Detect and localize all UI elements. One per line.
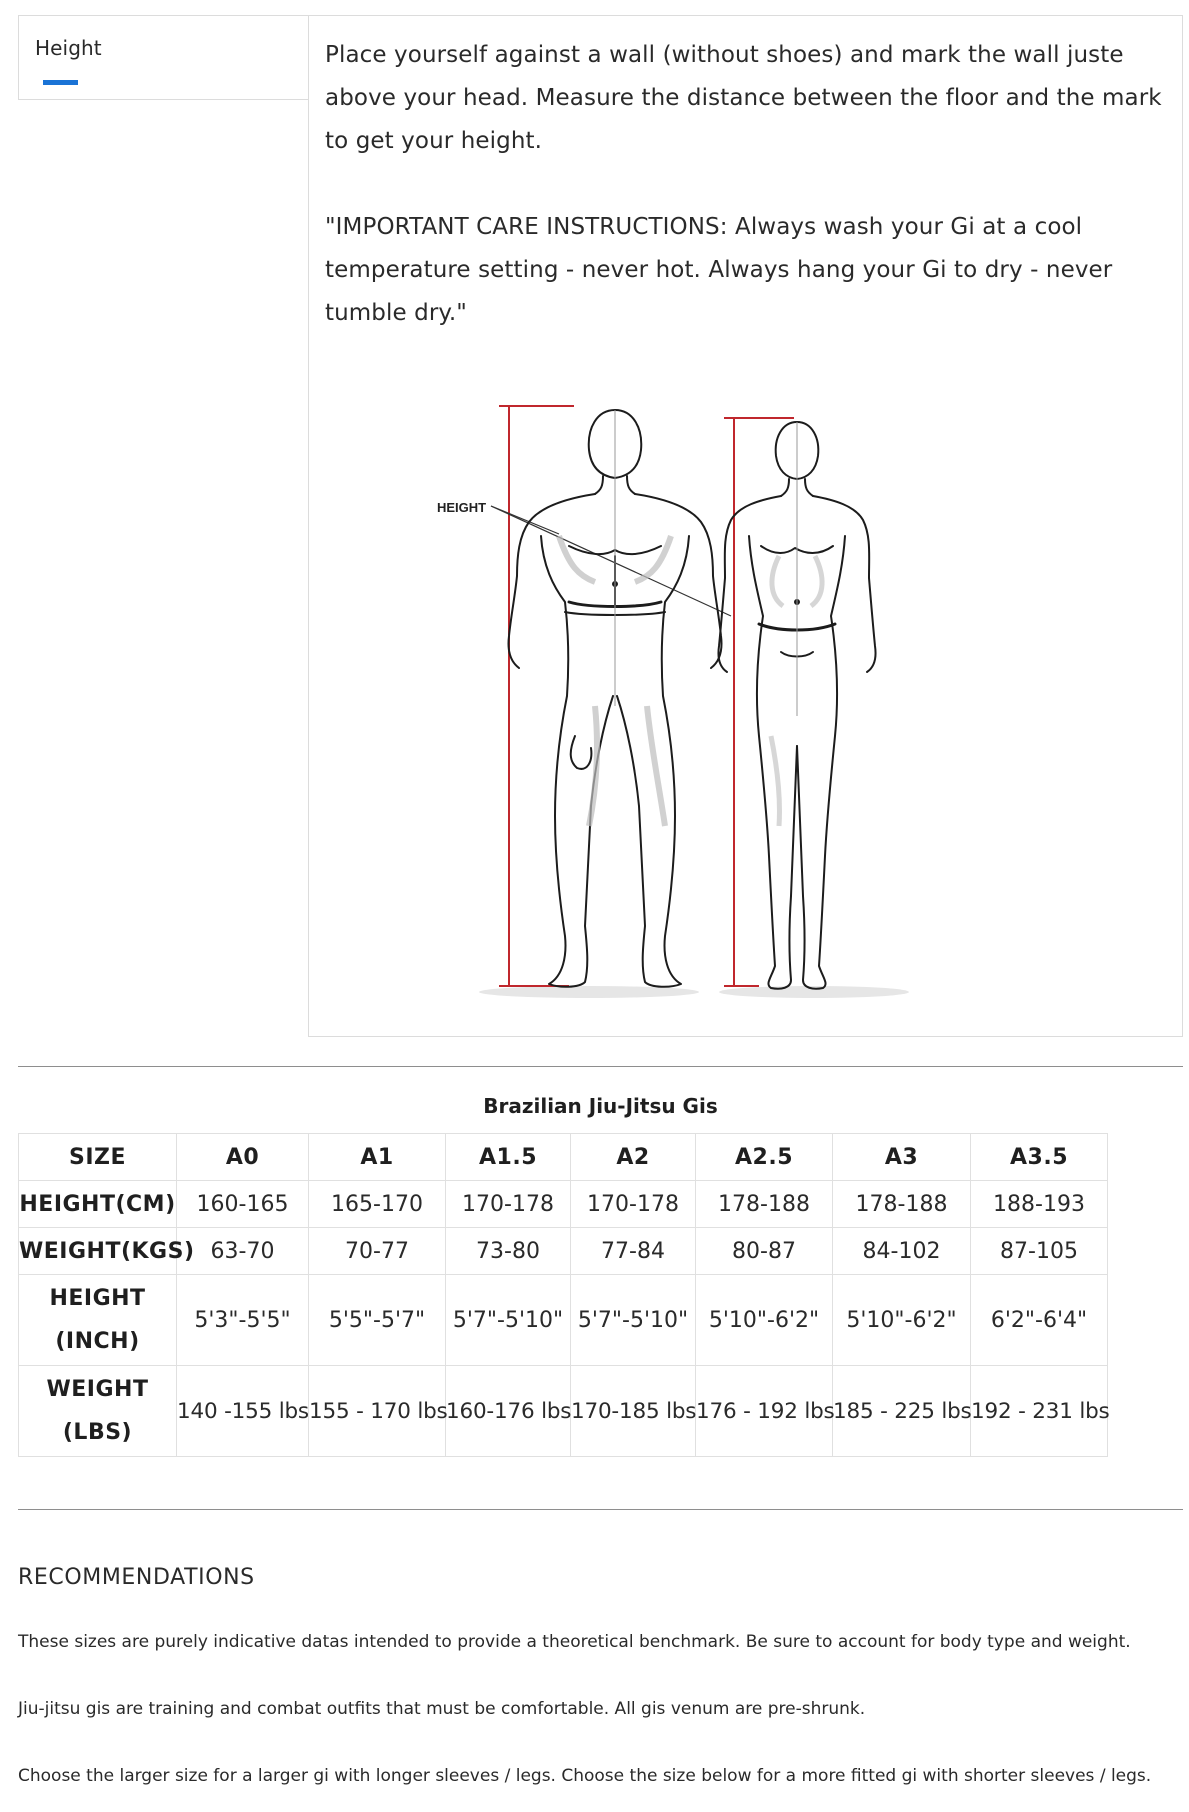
col-header-a2: A2 bbox=[571, 1134, 696, 1181]
measure-lines bbox=[499, 406, 794, 986]
col-header-a1: A1 bbox=[309, 1134, 446, 1181]
height-instructions: Place yourself against a wall (without shoes) and mark the wall juste above your head. Measure the distance between the floor and the mark to get your height. bbox=[325, 42, 1162, 154]
tab-active-indicator bbox=[43, 80, 78, 85]
table-cell: 170-178 bbox=[446, 1181, 571, 1228]
table-row bbox=[19, 1228, 1108, 1275]
table-cell: 5'7"-5'10" bbox=[571, 1275, 696, 1366]
row-label-weight-lbs: WEIGHT (LBS) bbox=[19, 1366, 177, 1457]
height-measure-illustration bbox=[419, 406, 949, 1006]
table-cell: 87-105 bbox=[971, 1228, 1108, 1275]
col-header-a0: A0 bbox=[177, 1134, 309, 1181]
size-table-title: Brazilian Jiu-Jitsu Gis bbox=[483, 1094, 718, 1118]
table-cell: 140 -155 lbs bbox=[177, 1366, 309, 1457]
table-cell: 178-188 bbox=[833, 1181, 971, 1228]
table-cell: 160-176 lbs bbox=[446, 1366, 571, 1457]
table-cell: 5'7"-5'10" bbox=[446, 1275, 571, 1366]
table-cell: 176 - 192 lbs bbox=[696, 1366, 833, 1457]
row-label-height-cm: HEIGHT(CM) bbox=[19, 1181, 177, 1228]
table-cell: 5'10"-6'2" bbox=[833, 1275, 971, 1366]
tab-panel-height bbox=[308, 15, 1183, 1037]
table-cell: 70-77 bbox=[309, 1228, 446, 1275]
table-cell: 160-165 bbox=[177, 1181, 309, 1228]
tab-height[interactable] bbox=[19, 16, 309, 99]
tab-nav bbox=[18, 15, 309, 100]
col-header-a1-5: A1.5 bbox=[446, 1134, 571, 1181]
table-cell: 77-84 bbox=[571, 1228, 696, 1275]
table-cell: 165-170 bbox=[309, 1181, 446, 1228]
tab-height-label: Height bbox=[35, 36, 102, 60]
table-cell: 80-87 bbox=[696, 1228, 833, 1275]
col-header-a3-5: A3.5 bbox=[971, 1134, 1108, 1181]
table-header-row bbox=[19, 1134, 1108, 1181]
table-cell: 178-188 bbox=[696, 1181, 833, 1228]
table-cell: 192 - 231 lbs bbox=[971, 1366, 1108, 1457]
table-cell: 6'2"-6'4" bbox=[971, 1275, 1108, 1366]
table-cell: 170-185 lbs bbox=[571, 1366, 696, 1457]
col-header-a2-5: A2.5 bbox=[696, 1134, 833, 1181]
table-cell: 188-193 bbox=[971, 1181, 1108, 1228]
col-header-a3: A3 bbox=[833, 1134, 971, 1181]
table-row bbox=[19, 1181, 1108, 1228]
height-callout-label: HEIGHT bbox=[437, 500, 487, 515]
table-cell: 84-102 bbox=[833, 1228, 971, 1275]
table-cell: 155 - 170 lbs bbox=[309, 1366, 446, 1457]
recommendations-heading: RECOMMENDATIONS bbox=[18, 1565, 255, 1590]
col-header-size: SIZE bbox=[19, 1134, 177, 1181]
recommendation-text: Jiu-jitsu gis are training and combat outfits that must be comfortable. All gis venum are pre-shrunk. bbox=[18, 1699, 866, 1719]
table-cell: 5'5"-5'7" bbox=[309, 1275, 446, 1366]
recommendation-text: These sizes are purely indicative datas intended to provide a theoretical benchmark. Be sure to account for body type and weight. bbox=[18, 1632, 1131, 1652]
row-label-height-inch: HEIGHT (INCH) bbox=[19, 1275, 177, 1366]
table-cell: 5'10"-6'2" bbox=[696, 1275, 833, 1366]
table-cell: 170-178 bbox=[571, 1181, 696, 1228]
care-instructions: "IMPORTANT CARE INSTRUCTIONS: Always wash your Gi at a cool temperature setting - never hot. Always hang your Gi to dry - never tumble dry." bbox=[325, 214, 1113, 326]
table-cell: 5'3"-5'5" bbox=[177, 1275, 309, 1366]
size-table bbox=[18, 1133, 1108, 1457]
row-label-weight-kgs: WEIGHT(KGS) bbox=[19, 1228, 177, 1275]
table-row bbox=[19, 1366, 1108, 1457]
divider-top bbox=[18, 1066, 1183, 1067]
divider-bottom bbox=[18, 1509, 1183, 1510]
table-cell: 63-70 bbox=[177, 1228, 309, 1275]
table-cell: 73-80 bbox=[446, 1228, 571, 1275]
table-row bbox=[19, 1275, 1108, 1366]
table-cell: 185 - 225 lbs bbox=[833, 1366, 971, 1457]
body-sketch-graphic bbox=[419, 406, 949, 1006]
recommendation-text: Choose the larger size for a larger gi with longer sleeves / legs. Choose the size below for a more fitted gi with shorter sleeves / legs. bbox=[18, 1766, 1152, 1786]
